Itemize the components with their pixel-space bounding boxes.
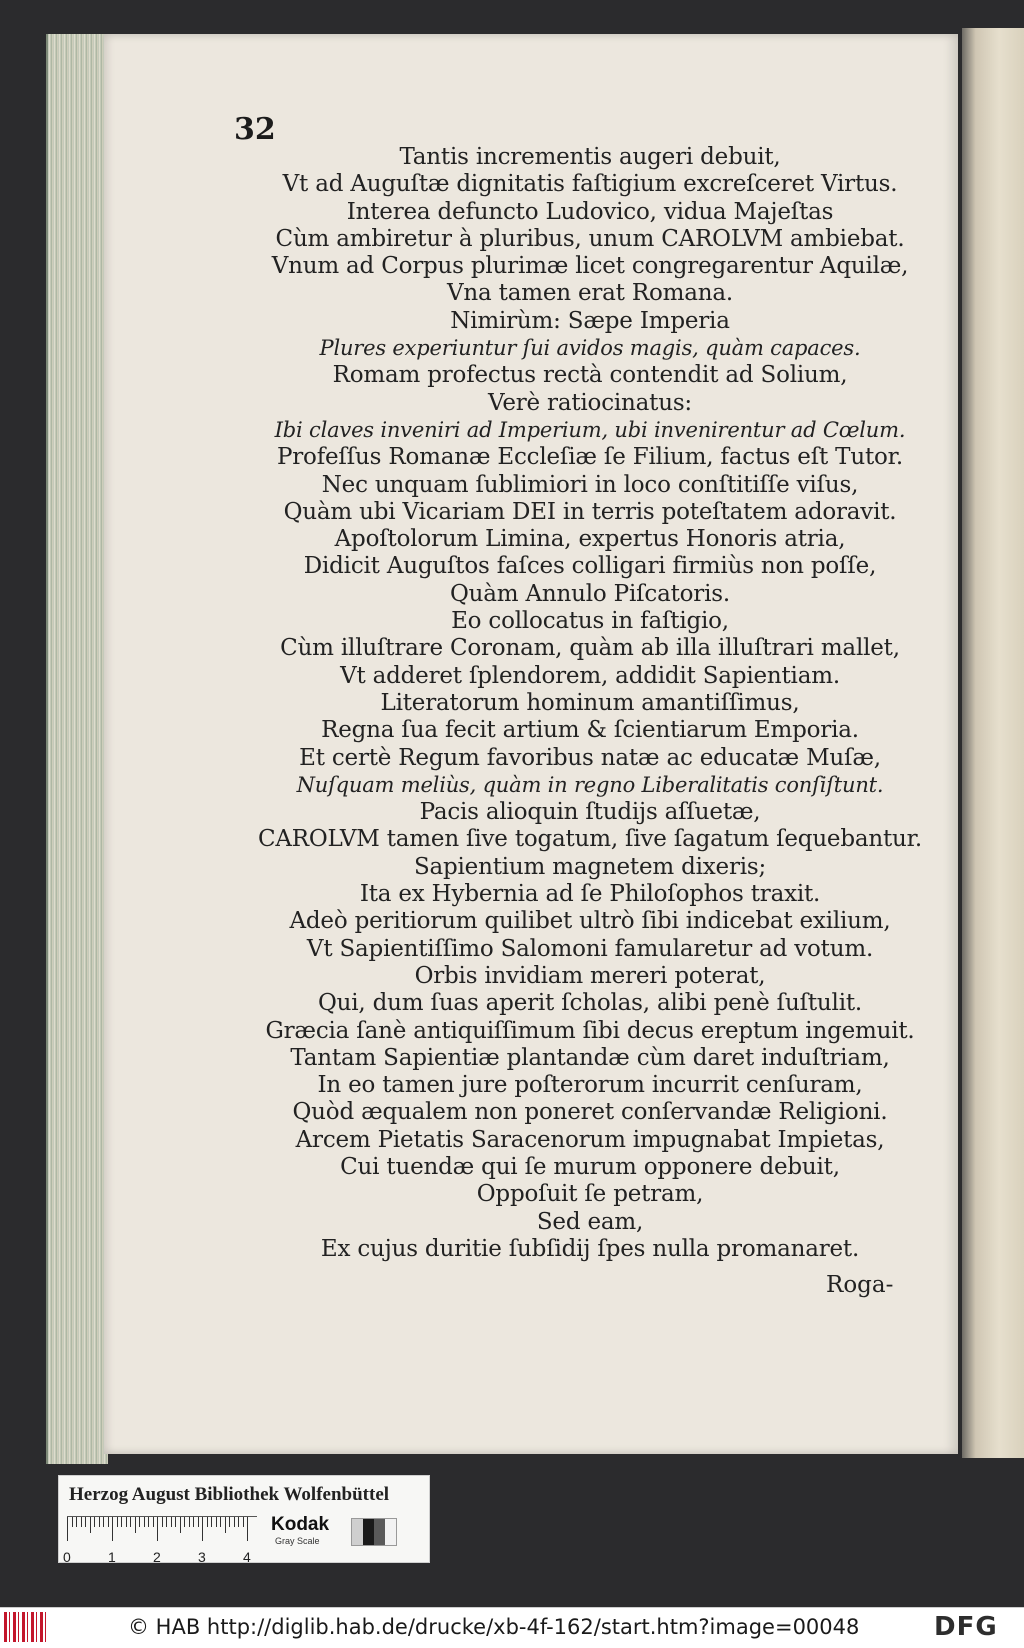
ruler-tick [103,1517,104,1527]
text-line: CAROLVM tamen ſive togatum, ſive ſagatum ſequebantur. [257,826,923,853]
page-stack-edges [46,34,108,1464]
text-line: Quàm ubi Vicariam DEI in terris poteſtatem adoravit. [283,498,897,525]
ruler-tick [189,1517,190,1527]
text-line: Vt adderet ſplendorem, addidit Sapientiam. [340,662,840,689]
ruler-tick [157,1517,158,1541]
footer-bar [0,1607,1024,1648]
text-line: Literatorum hominum amantiſſimus, [380,689,800,716]
text-line: Cui tuendæ qui ſe murum opponere debuit, [340,1153,840,1180]
ruler-tick [243,1517,244,1527]
ruler-tick [198,1517,199,1527]
text-line: Vt Sapientiſſimo Salomoni famularetur ad votum. [306,935,874,962]
scale-ruler [63,1516,257,1565]
gray-patch [385,1519,396,1545]
barcode-icon [4,1612,48,1642]
text-line: Verè ratiocinatus: [488,389,692,416]
ruler-tick [180,1517,181,1533]
text-line: Profeſſus Romanæ Eccleſiæ ſe Filium, factus eſt Tutor. [276,444,904,471]
text-line: Vt ad Auguſtæ dignitatis faſtigium excreſceret Virtus. [282,171,898,198]
text-line: Tantis incrementis augeri debuit, [399,144,781,170]
ruler-tick [229,1517,230,1527]
text-line: Eo collocatus in faſtigio, [451,608,729,635]
dfg-logo: DFG [934,1612,998,1642]
text-line: Orbis invidiam mereri poterat, [414,962,766,989]
ruler-label: 1 [108,1549,116,1565]
ruler-tick [220,1517,221,1527]
text-line: Regna ſua fecit artium & ſcientiarum Emporia. [321,717,859,744]
ruler-tick [67,1517,68,1541]
text-line: Ita ex Hybernia ad ſe Philoſophos traxit. [359,881,821,908]
text-line: Cùm illuſtrare Coronam, quàm ab illa illuſtrari mallet, [280,635,900,662]
ruler-tick [90,1517,91,1533]
ruler-tick [175,1517,176,1527]
ruler-tick [225,1517,226,1533]
ruler-tick [72,1517,73,1527]
ruler-tick [184,1517,185,1527]
text-line: Interea defuncto Ludovico, vidua Majeſtas [346,198,834,225]
gray-patch [363,1519,374,1545]
text-line: Ex cujus duritie ſubſidij ſpes nulla promanaret. [320,1235,860,1262]
ruler-tick [108,1517,109,1527]
gray-scale-label: Gray Scale [275,1536,320,1546]
text-line: Plures experiuntur ſui avidos magis, quàm capaces. [319,336,861,361]
text-line: Apoſtolorum Limina, expertus Honoris atria, [334,526,846,553]
ruler-label: 4 [243,1549,251,1565]
text-line: Sed eam, [536,1208,644,1235]
gray-patches [351,1518,397,1546]
page-number: 32 [234,112,276,147]
ruler-tick [153,1517,154,1527]
text-line: Pacis alioquin ſtudijs aſſuetæ, [419,799,761,826]
ruler-tick [247,1517,248,1541]
text-line: Tantam Sapientiæ plantandæ cùm daret induſtriam, [290,1044,890,1071]
ruler-tick [162,1517,163,1527]
text-line: Nec unquam ſublimiori in loco conſtitiſſe viſus, [321,471,859,498]
text-line: Græcia ſanè antiquiſſimum ſibi decus ereptum ingemuit. [265,1017,915,1044]
ruler-tick [202,1517,203,1541]
ruler-tick [207,1517,208,1527]
source-url[interactable]: © HAB http://diglib.hab.de/drucke/xb-4f-162/start.htm?image=00048 [128,1615,860,1639]
ruler-tick [144,1517,145,1527]
institution-label: Herzog August Bibliothek Wolfenbüttel [69,1484,390,1505]
ruler-tick [139,1517,140,1527]
gray-patch [352,1519,363,1545]
text-line: Oppoſuit ſe petram, [476,1181,704,1208]
text-line: Nuſquam meliùs, quàm in regno Liberalitatis conſiſtunt. [296,772,884,797]
text-line: Didicit Auguſtos faſces colligari firmiùs non poſſe, [303,553,877,580]
ruler-tick [234,1517,235,1527]
ruler-tick [135,1517,136,1533]
text-line: Romam profectus rectà contendit ad Solium, [332,362,848,389]
ruler-tick [112,1517,113,1541]
ruler-tick [193,1517,194,1527]
ruler-label: 0 [63,1549,71,1565]
ruler-tick [76,1517,77,1527]
text-line: Quàm Annulo Piſcatoris. [450,580,730,607]
text-line: Qui, dum ſuas aperit ſcholas, alibi penè ſuſtulit. [318,990,862,1017]
text-line: Vnum ad Corpus plurimæ licet congregarentur Aquilæ, [271,253,909,280]
ruler-label: 3 [198,1549,206,1565]
ruler-tick [126,1517,127,1527]
text-line: Adeò peritiorum quilibet ultrò ſibi indicebat exilium, [289,908,891,935]
text-line: Sapientium magnetem dixeris; [413,853,767,880]
text-line: Cùm ambiretur à pluribus, unum CAROLVM ambiebat. [275,225,905,252]
ruler-tick [81,1517,82,1527]
ruler-tick [238,1517,239,1527]
gray-patch [374,1519,385,1545]
page-text [190,144,990,1263]
text-line: Nimirùm: Sæpe Imperia [450,307,730,334]
ruler-tick [216,1517,217,1527]
ruler-tick [117,1517,118,1527]
text-line: Ibi claves inveniri ad Imperium, ubi invenirentur ad Cœlum. [274,417,906,442]
ruler-tick [130,1517,131,1527]
ruler-label: 2 [153,1549,161,1565]
catchword: Roga- [826,1272,894,1298]
ruler-tick [94,1517,95,1527]
text-line: In eo tamen jure poſterorum incurrit cenſuram, [317,1072,863,1099]
text-line: Arcem Pietatis Saracenorum impugnabat Impietas, [295,1126,885,1153]
color-target-card [58,1475,430,1563]
kodak-logo: Kodak [271,1514,330,1535]
text-line: Vna tamen erat Romana. [447,280,733,307]
ruler-tick [99,1517,100,1527]
text-line: Et certè Regum favoribus natæ ac educatæ Muſæ, [299,744,881,771]
text-line: Quòd æqualem non poneret conſervandæ Religioni. [292,1099,888,1126]
ruler-tick [171,1517,172,1527]
ruler-tick [148,1517,149,1527]
ruler-tick [85,1517,86,1527]
ruler-tick [121,1517,122,1527]
ruler-tick [211,1517,212,1527]
ruler-tick [166,1517,167,1527]
